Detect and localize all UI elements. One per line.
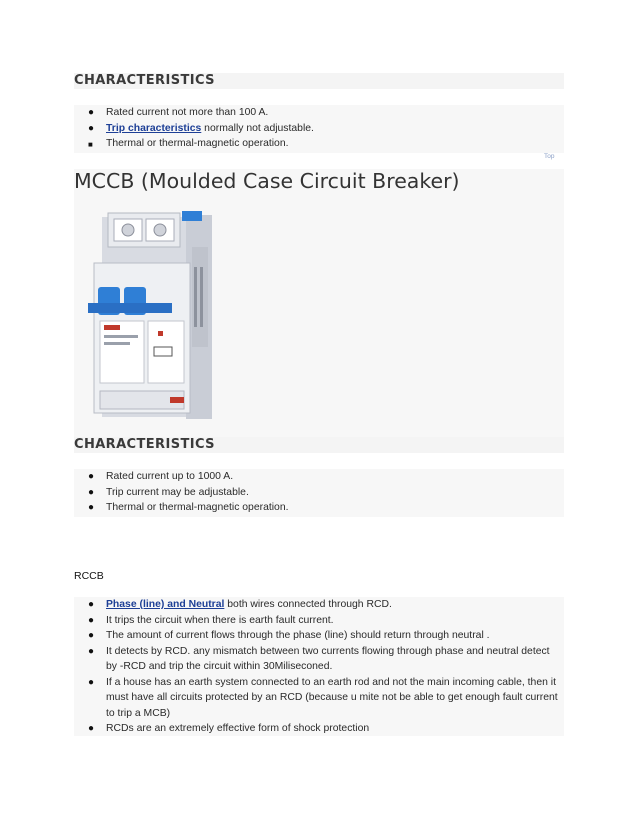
list-item: ● Rated current not more than 100 A. [74,105,564,121]
list-item: ● Rated current up to 1000 A. [74,469,564,485]
bullet-icon: ● [88,676,95,688]
characteristics-heading-1: CHARACTERISTICS [74,73,564,89]
mccb-title: MCCB (Moulded Case Circuit Breaker) [74,169,460,193]
bullet-icon: ● [88,723,95,734]
bullet-icon: ● [88,645,95,657]
characteristics-heading-2: CHARACTERISTICS [74,437,564,453]
rccb-list [74,597,564,736]
mccb-section [74,169,564,447]
list-item: ● It detects by RCD. any mismatch between two currents flowing through phase and neutral detect by -RCD and trip the circuit within 30Miliseconed. [88,645,550,672]
circuit-breaker-image [74,207,214,422]
bullet-icon: ● [88,599,95,610]
list-item: ● The amount of current flows through the phase (line) should return through neutral . [74,628,560,644]
list-item: ■ Thermal or thermal-magnetic operation. [74,136,564,152]
top-link[interactable]: Top [544,153,555,160]
list-item: ● If a house has an earth system connected to an earth rod and not the main incoming cable, then it must have all circuits protected by an RCD (because u mite not be able to get enough fault current to trip a MCB) [88,676,558,719]
rccb-heading: RCCB [74,570,104,582]
list-item: ● It trips the circuit when there is earth fault current. [74,613,560,629]
bullet-icon: ● [88,107,95,118]
bullet-icon: ● [88,486,95,498]
bullet-icon: ● [88,614,95,626]
list-item: ● Trip current may be adjustable. [74,485,564,501]
bullet-icon: ● [88,630,95,641]
list-item: ● Trip characteristics normally not adjustable. [74,121,564,137]
bullet-icon: ● [88,122,95,134]
square-bullet-icon: ■ [88,140,93,149]
characteristics-list-2 [74,469,564,517]
list-item: ● Thermal or thermal-magnetic operation. [74,500,564,516]
list-item: ● RCDs are an extremely effective form of shock protection [74,721,560,737]
bullet-icon: ● [88,471,95,482]
phase-neutral-link[interactable]: Phase (line) and Neutral [106,599,225,610]
characteristics-list-1 [74,105,564,153]
trip-characteristics-link[interactable]: Trip characteristics [106,122,202,134]
list-item: ● Phase (line) and Neutral both wires connected through RCD. [74,597,560,613]
bullet-icon: ● [88,502,95,513]
